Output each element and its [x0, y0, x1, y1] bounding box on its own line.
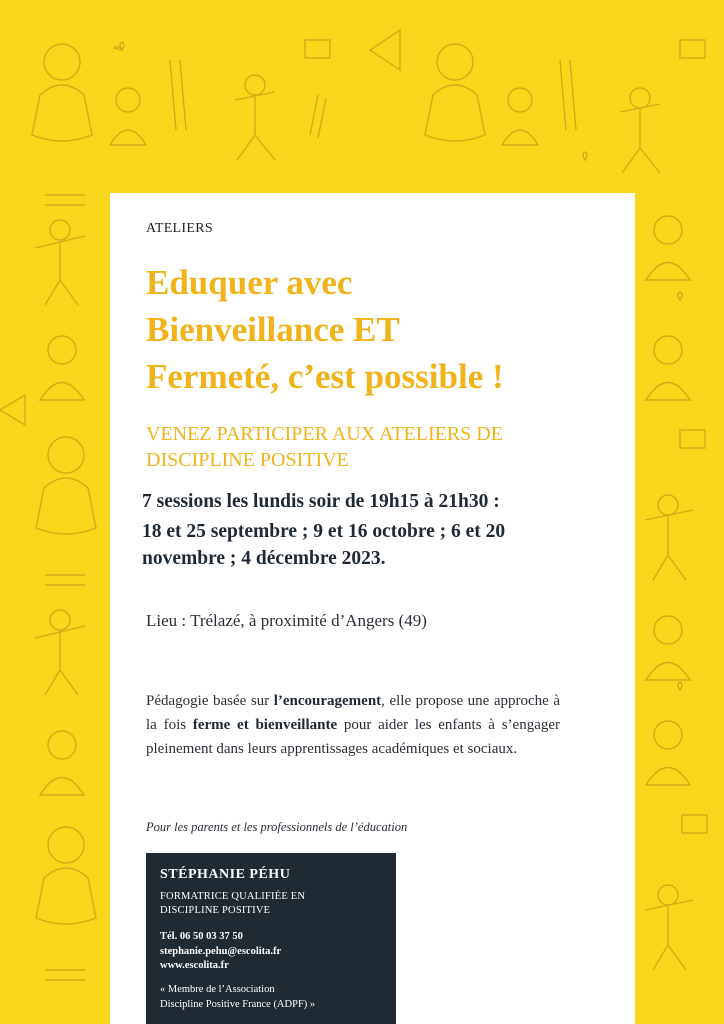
contact-role-line: FORMATRICE QUALIFIÉE EN — [160, 891, 306, 902]
contact-name: STÉPHANIE PÉHU — [160, 867, 291, 882]
contact-phone[interactable]: Tél. 06 50 03 37 50 — [160, 931, 243, 942]
contact-role-line: DISCIPLINE POSITIVE — [160, 905, 271, 916]
description-bold: ferme et bienveillante — [192, 717, 338, 733]
title-line: Bienveillance ET — [146, 310, 400, 349]
membership-line: Discipline Positive France (ADPF) » — [160, 998, 316, 1010]
description-paragraph — [146, 689, 560, 761]
contact-info — [160, 930, 281, 974]
sessions-schedule — [142, 488, 612, 572]
subtitle — [146, 421, 616, 473]
description-text: pour aider les enfants à s’engager pleinement dans leurs apprentissages académiques et sociaux. — [146, 717, 561, 757]
description-text: Pédagogie basée sur — [146, 693, 274, 709]
eyebrow-label: ATELIERS — [146, 221, 213, 236]
membership-line: « Membre de l’Association — [160, 984, 275, 995]
title-line: Eduquer avec — [146, 263, 353, 302]
contact-email-link[interactable]: stephanie.pehu@escolita.fr — [160, 945, 282, 957]
subtitle-line: VENEZ PARTICIPER AUX ATELIERS DE — [146, 423, 503, 445]
audience-note: Pour les parents et les professionnels de l’éducation — [146, 820, 408, 834]
page-title — [146, 259, 616, 400]
sessions-dates: 18 et 25 septembre ; 9 et 16 octobre ; 6 et 20 — [142, 521, 506, 542]
sessions-dates: novembre ; 4 décembre 2023. — [142, 548, 386, 569]
content-card — [110, 193, 635, 1024]
contact-box — [146, 853, 396, 1024]
location-text: Lieu : Trélazé, à proximité d’Angers (49) — [146, 611, 427, 630]
contact-role — [160, 890, 305, 918]
title-line: Fermeté, c’est possible ! — [146, 357, 504, 396]
contact-website-link[interactable]: www.escolita.fr — [160, 960, 229, 971]
description-bold: l’encouragement — [273, 693, 382, 709]
membership-note — [160, 983, 315, 1012]
description-text: , elle propose une approche à la fois — [146, 693, 560, 733]
subtitle-line: DISCIPLINE POSITIVE — [146, 449, 349, 471]
sessions-summary: 7 sessions les lundis soir de 19h15 à 21h30 : — [142, 491, 500, 512]
